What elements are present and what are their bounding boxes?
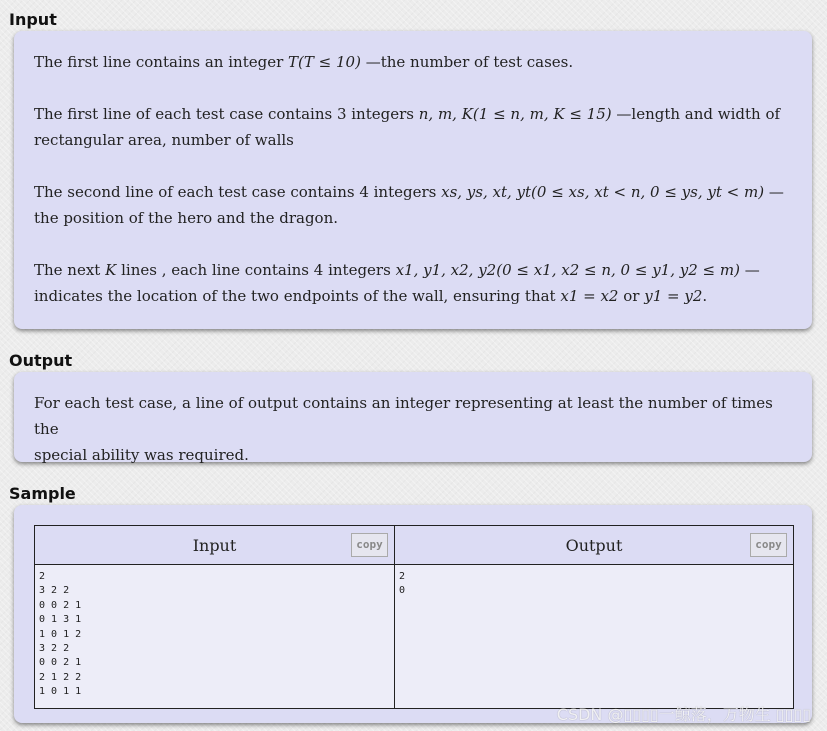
sample-input-line: 2 (39, 571, 46, 582)
sample-input-line: 1 0 1 1 (39, 686, 82, 698)
sample-output-line: 0 (399, 585, 406, 597)
p3-math: xs, ys, xt, yt(0 ≤ xs, xt < n, 0 ≤ ys, yt < m) (441, 183, 765, 201)
p4-math: x1, y1, x2, y2(0 ≤ x1, x2 ≤ n, 0 ≤ y1, y2 ≤ m) (395, 261, 740, 279)
input-paragraph-3 (34, 179, 790, 231)
p3-line2: the position of the hero and the dragon. (34, 209, 339, 227)
input-section-title: Input (9, 10, 57, 29)
sample-table (34, 525, 794, 709)
sample-card (14, 505, 812, 723)
sample-output-header-label: Output (565, 535, 623, 555)
csdn-watermark: CSDN @▯▯▯▯一鲸落，万物生 ▯▯▯▯ (556, 705, 811, 724)
p3-text-before: The second line of each test case contains 4 integers (34, 183, 442, 201)
p2-text-after: —length and width of (611, 105, 781, 123)
sample-input-cell[interactable] (35, 565, 395, 709)
p4-math-eq2: y1 = y2 (644, 287, 703, 305)
input-card (14, 31, 812, 329)
p4-text-middle: lines , each line contains 4 integers (116, 261, 396, 279)
sample-input-line: 3 2 2 (39, 585, 70, 597)
sample-input-line: 0 1 3 1 (39, 614, 82, 626)
input-paragraph-1 (34, 49, 790, 75)
sample-input-line: 2 1 2 2 (39, 671, 82, 683)
p1-math: T(T ≤ 10) (288, 53, 361, 71)
p4-text-before: The next (34, 261, 106, 279)
sample-input-line: 0 0 2 1 (39, 657, 82, 669)
p4-math-k: K (105, 261, 117, 279)
sample-section-title: Sample (9, 484, 76, 503)
p2-line2: rectangular area, number of walls (34, 131, 294, 149)
output-line1: For each test case, a line of output contains an integer representing at least the number of times the (34, 394, 773, 438)
sample-output-cell[interactable] (395, 565, 794, 709)
p4-or: or (618, 287, 645, 305)
p2-text-before: The first line of each test case contains 3 integers (34, 105, 419, 123)
p4-line2: indicates the location of the two endpoints of the wall, ensuring that (34, 287, 561, 305)
input-paragraph-2 (34, 101, 790, 153)
input-paragraph-4 (34, 257, 790, 309)
output-card (14, 372, 812, 462)
p3-text-after: — (764, 183, 784, 201)
output-line2: special ability was required. (34, 446, 249, 464)
p4-math-eq1: x1 = x2 (560, 287, 619, 305)
sample-input-line: 3 2 2 (39, 643, 70, 655)
p1-text-after: —the number of test cases. (360, 53, 574, 71)
sample-output-header (395, 526, 794, 565)
copy-input-button[interactable]: copy (351, 533, 388, 557)
output-paragraph (34, 390, 790, 468)
sample-input-header (35, 526, 395, 565)
copy-output-button[interactable]: copy (750, 533, 787, 557)
sample-input-header-label: Input (192, 535, 237, 555)
p1-text-before: The first line contains an integer (34, 53, 289, 71)
p4-end: . (702, 287, 708, 305)
p2-math: n, m, K(1 ≤ n, m, K ≤ 15) (418, 105, 612, 123)
output-section-title: Output (9, 351, 73, 370)
sample-input-line: 0 0 2 1 (39, 599, 82, 611)
p4-text-after: — (739, 261, 760, 279)
sample-output-line: 2 (399, 571, 406, 582)
sample-input-line: 1 0 1 2 (39, 628, 82, 640)
